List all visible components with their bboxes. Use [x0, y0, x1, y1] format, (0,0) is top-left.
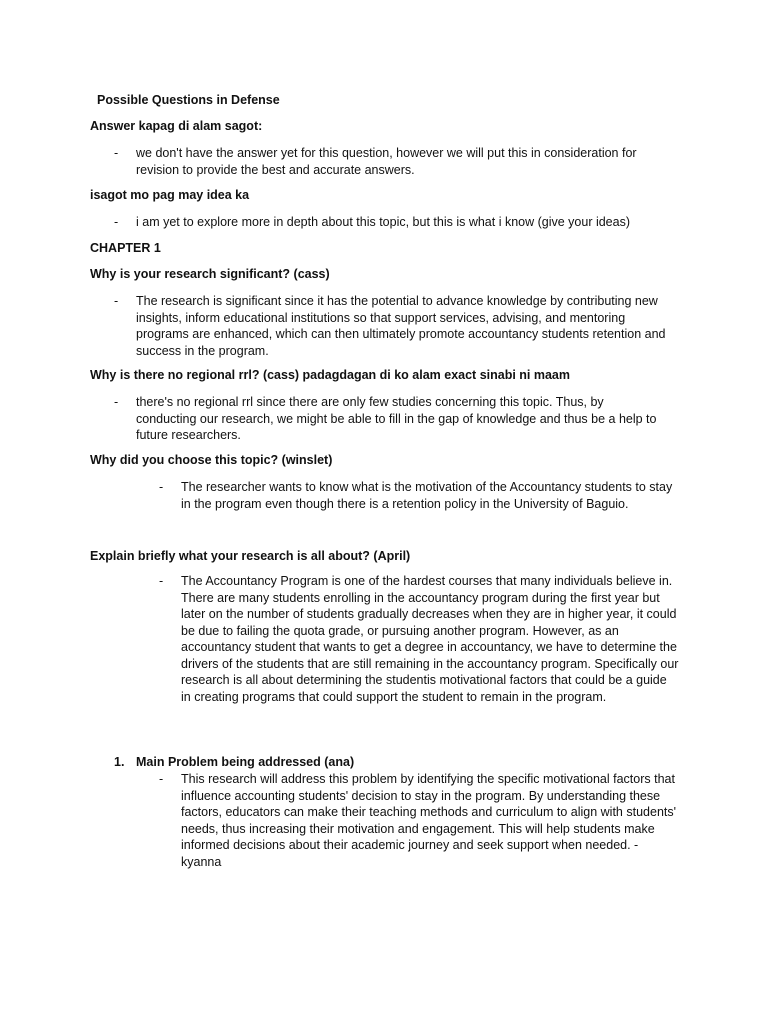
- answer-unknown-text: we don't have the answer yet for this question, however we will put this in consideration for revision to provide the best and accurate answers.: [136, 146, 637, 177]
- main-problem-heading: Main Problem being addressed (ana): [136, 755, 355, 769]
- answer-unknown-heading: Answer kapag di alam sagot:: [90, 119, 263, 133]
- bullet-dash: -: [114, 395, 119, 409]
- document-title: Possible Questions in Defense: [97, 93, 280, 107]
- bullet-dash: -: [159, 574, 164, 588]
- bullet-dash: -: [114, 146, 119, 160]
- question-research-summary-answer: The Accountancy Program is one of the hardest courses that many individuals believe in. There are many students enrolling in the accountancy program during the first year but later on the number of students gradually decreases when they are in higher year, it could be due to failing the quota grade, or pursuing another program. However, as an accountancy student that wants to get a degree in accountancy, we have to determine the drivers of the students that are still remaining in the accountancy program. Specifically our research is all about determining the studentis motivational factors that could be a guide in creating programs that could support the student to remain in the program.: [181, 574, 679, 704]
- bullet-dash: -: [159, 480, 164, 494]
- answer-idea-text: i am yet to explore more in depth about this topic, but this is what i know (give your ideas): [136, 215, 630, 229]
- question-significance-heading: Why is your research significant? (cass): [90, 267, 330, 281]
- question-topic-choice-answer: The researcher wants to know what is the motivation of the Accountancy students to stay in the program even though there is a retention policy in the University of Baguio.: [181, 480, 673, 511]
- question-significance-answer: The research is significant since it has the potential to advance knowledge by contributing new insights, inform educational institutions so that support services, advising, and mentoring programs are enhanced, which can then ultimately promote accountancy students retention and success in the program.: [136, 294, 666, 358]
- question-topic-choice-heading: Why did you choose this topic? (winslet): [90, 453, 333, 467]
- bullet-dash: -: [114, 215, 119, 229]
- question-regional-rrl-heading: Why is there no regional rrl? (cass) padagdagan di ko alam exact sinabi ni maam: [90, 368, 570, 382]
- answer-idea-heading: isagot mo pag may idea ka: [90, 188, 250, 202]
- question-regional-rrl-answer: there's no regional rrl since there are only few studies concerning this topic. Thus, by conducting our research, we might be able to fill in the gap of knowledge and thus be a help to future researchers.: [136, 395, 657, 442]
- chapter-heading: CHAPTER 1: [90, 241, 161, 255]
- bullet-dash: -: [159, 772, 164, 786]
- question-research-summary-heading: Explain briefly what your research is all about? (April): [90, 549, 411, 563]
- main-problem-answer: This research will address this problem by identifying the specific motivational factors that influence accounting students' decision to stay in the program. By understanding these factors, educators can make their teaching methods and curriculum to align with students' needs, thus increasing their motivation and engagement. This will help students make informed decisions about their academic journey and seek support when needed. - kyanna: [181, 772, 677, 869]
- list-number: 1.: [114, 755, 125, 769]
- bullet-dash: -: [114, 294, 119, 308]
